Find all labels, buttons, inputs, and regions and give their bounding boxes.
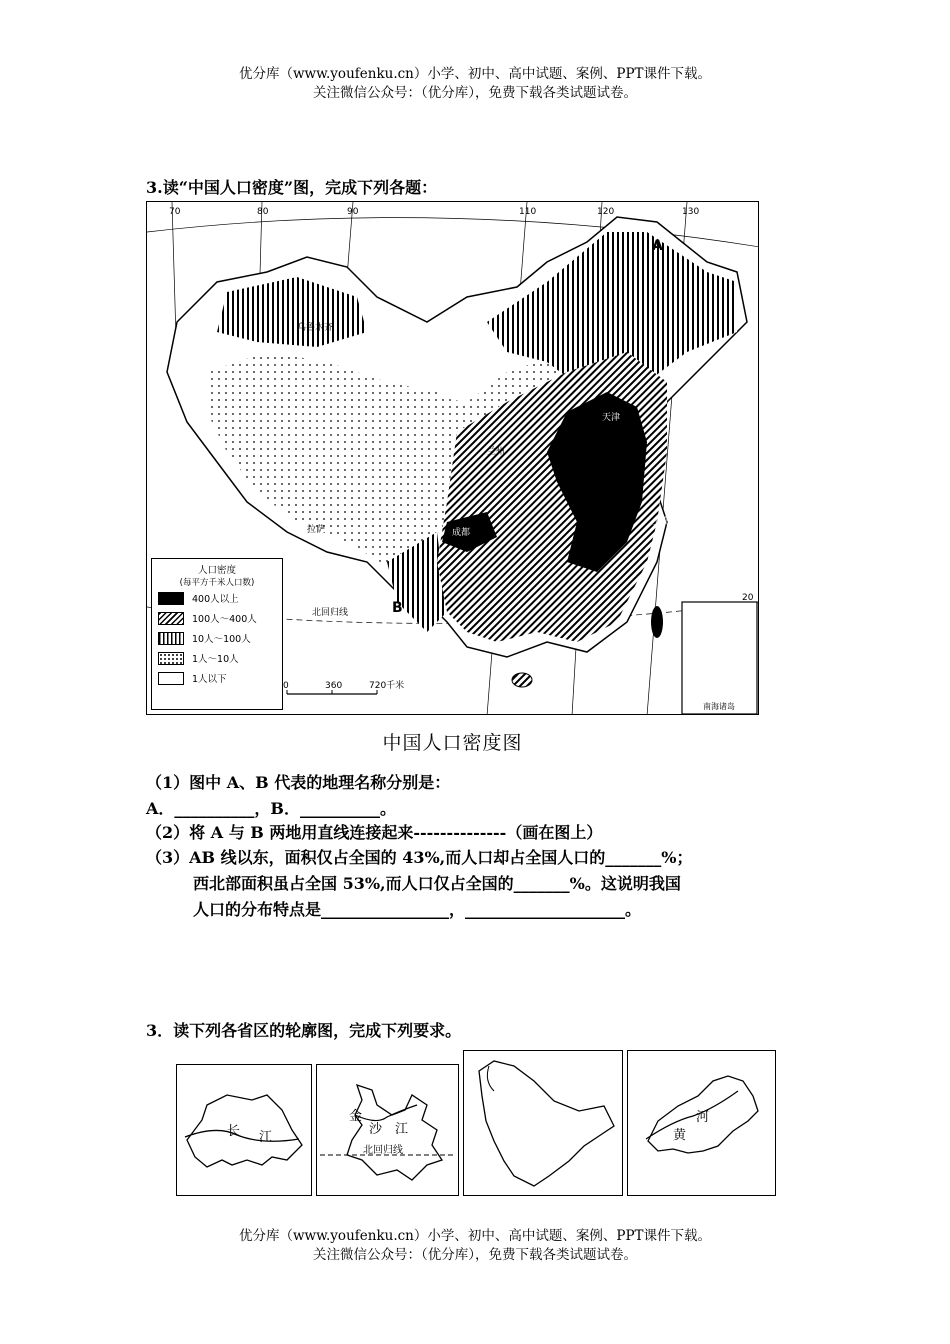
header-line-2: 关注微信公众号：（优分库），免费下载各类试题试卷。 [313,85,637,101]
inset-label: 南海诸岛 [703,702,735,711]
population-density-map [146,201,759,715]
map-caption: 中国人口密度图 [382,732,523,754]
legend-subtitle: (每平方千米人口数) [179,578,255,588]
legend-title: 人口密度 [197,565,236,576]
outline-drawing [177,1065,310,1194]
legend-label: 1人～10人 [192,654,239,665]
outline-label: 北回归线 [363,1145,403,1156]
footer-line-1: 优分库（www.youfenku.cn）小学、初中、高中试题、案例、PPT课件下载。 [238,1228,712,1244]
legend-item [158,668,282,688]
outline-label: 黄 [673,1128,687,1143]
province-outline-3 [463,1050,623,1196]
footer-line-2: 关注微信公众号：（优分库），免费下载各类试题试卷。 [313,1247,637,1263]
legend-item [158,648,282,668]
lon-label: 80 [257,207,269,217]
city-label: 上海 [652,517,671,527]
legend-item [158,588,282,608]
question-title: 3.读“中国人口密度”图，完成下列各题： [146,178,438,197]
outline-label: 河 [696,1110,710,1125]
outline-label: 沙 [369,1122,383,1137]
legend-swatch [158,672,184,685]
lon-label: 70 [169,207,181,217]
outline-label: 江 [395,1122,409,1137]
city-label: 兰州 [487,447,506,457]
sub-question-3-line-1: （3）AB 线以东，面积仅占全国的 43%,而人口却占全国人口的_______%； [146,848,693,867]
lon-label: 130 [682,207,700,217]
sub-question-2: （2）将 A 与 B 两地用直线连接起来--------------（画在图上） [146,823,603,842]
header-line-1: 优分库（www.youfenku.cn）小学、初中、高中试题、案例、PPT课件下载。 [238,66,712,82]
outline-drawing [464,1051,621,1194]
lon-label: 120 [597,207,615,217]
outline-label: 金 [349,1109,363,1124]
scale-label: 0 [283,681,289,691]
legend-item [158,608,282,628]
sub-question-1: （1）图中 A、B 代表的地理名称分别是： [146,773,451,792]
legend-item [158,628,282,648]
map-legend [151,558,283,710]
legend-label: 1人以下 [192,674,227,685]
legend-swatch [158,652,184,665]
legend-label: 10人～100人 [192,634,251,645]
legend-swatch [158,592,184,605]
legend-label: 100人～400人 [192,614,257,625]
lat-label: 20 [742,593,754,603]
lon-label: 110 [519,207,537,217]
province-outline-2 [316,1064,459,1196]
sub-question-3-line-2: 西北部面积虽占全国 53%,而人口仅占全国的_______%。这说明我国 [193,874,681,893]
outline-label: 长 [227,1124,241,1139]
city-label: 拉萨 [307,525,326,535]
outline-drawing [628,1051,774,1194]
legend-label: 400人以上 [192,594,239,605]
point-b-label: B [392,600,403,616]
sub-question-1-answer: A．__________，B．__________。 [146,799,396,818]
city-label: 天津 [602,413,621,423]
legend-swatch [158,612,184,625]
tropic-label: 北回归线 [312,608,349,618]
city-label: 乌鲁木齐 [297,323,334,333]
sub-question-3-line-3: 人口的分布特点是________________，____________________。 [193,900,642,919]
outline-drawing [317,1065,457,1194]
city-label: 成都 [452,528,471,538]
province-outline-1 [176,1064,312,1196]
scale-label: 720千米 [369,681,405,691]
question-title-2: 3．读下列各省区的轮廓图，完成下列要求。 [146,1021,462,1040]
point-a-label: A [652,238,663,254]
scale-label: 360 [325,681,343,691]
province-outline-4 [627,1050,776,1196]
lon-label: 90 [347,207,359,217]
legend-swatch [158,632,184,645]
outline-label: 江 [259,1130,273,1145]
